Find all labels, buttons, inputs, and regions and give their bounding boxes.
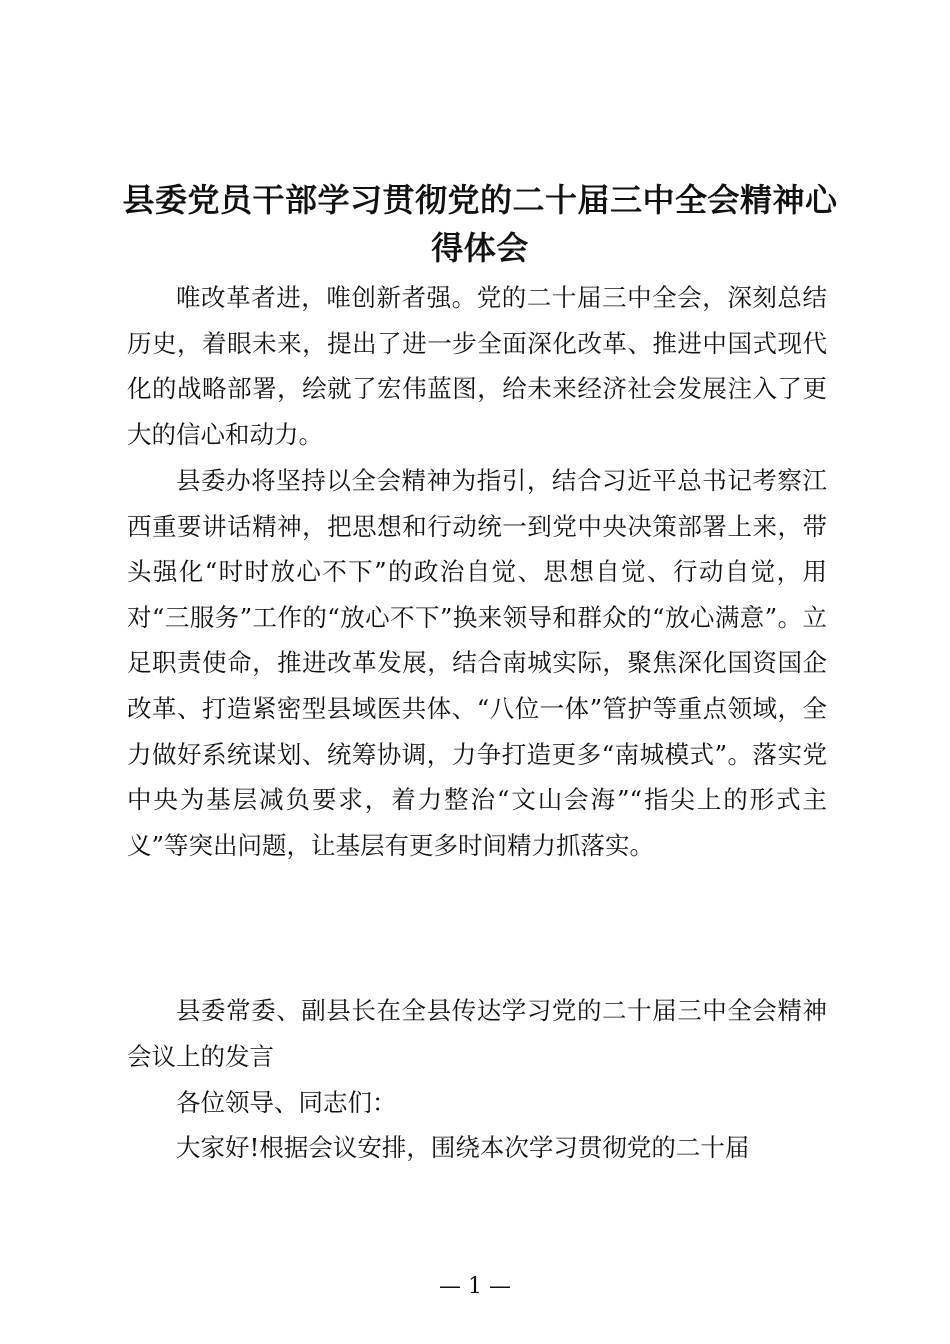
speech-title: 县委常委、副县长在全县传达学习党的二十届三中全会精神会议上的发言 — [127, 996, 827, 1071]
body-paragraph-1: 唯改革者进，唯创新者强。党的二十届三中全会，深刻总结历史，着眼未来，提出了进一步全面深化改革、推进中国式现代化的战略部署，绘就了宏伟蓝图，给未来经济社会发展注入了更大的信心和动力。 — [127, 283, 827, 449]
salutation: 各位领导、同志们： — [176, 1088, 397, 1117]
speech-opening: 大家好!根据会议安排，围绕本次学习贯彻党的二十届 — [176, 1133, 750, 1162]
document-title: 县委党员干部学习贯彻党的二十届三中全会精神心得体会 — [122, 181, 838, 267]
page-number: — 1 — — [439, 1274, 511, 1299]
body-paragraph-2: 县委办将坚持以全会精神为指引，结合习近平总书记考察江西重要讲话精神，把思想和行动统一到党中央决策部署上来，带头强化“时时放心不下”的政治自觉、思想自觉、行动自觉，用对“三服务”工作的“放心不下”换来领导和群众的“放心满意”。立足职责使命，推进改革发展，结合南城实际，聚焦深化国资国企改革、打造紧密型县域医共体、“八位一体”管护等重点领域，全力做好系统谋划、统筹协调，力争打造更多“南城模式”。落实党中央为基层减负要求，着力整治“文山会海”“指尖上的形式主义”等突出问题，让基层有更多时间精力抓落实。 — [127, 466, 827, 860]
